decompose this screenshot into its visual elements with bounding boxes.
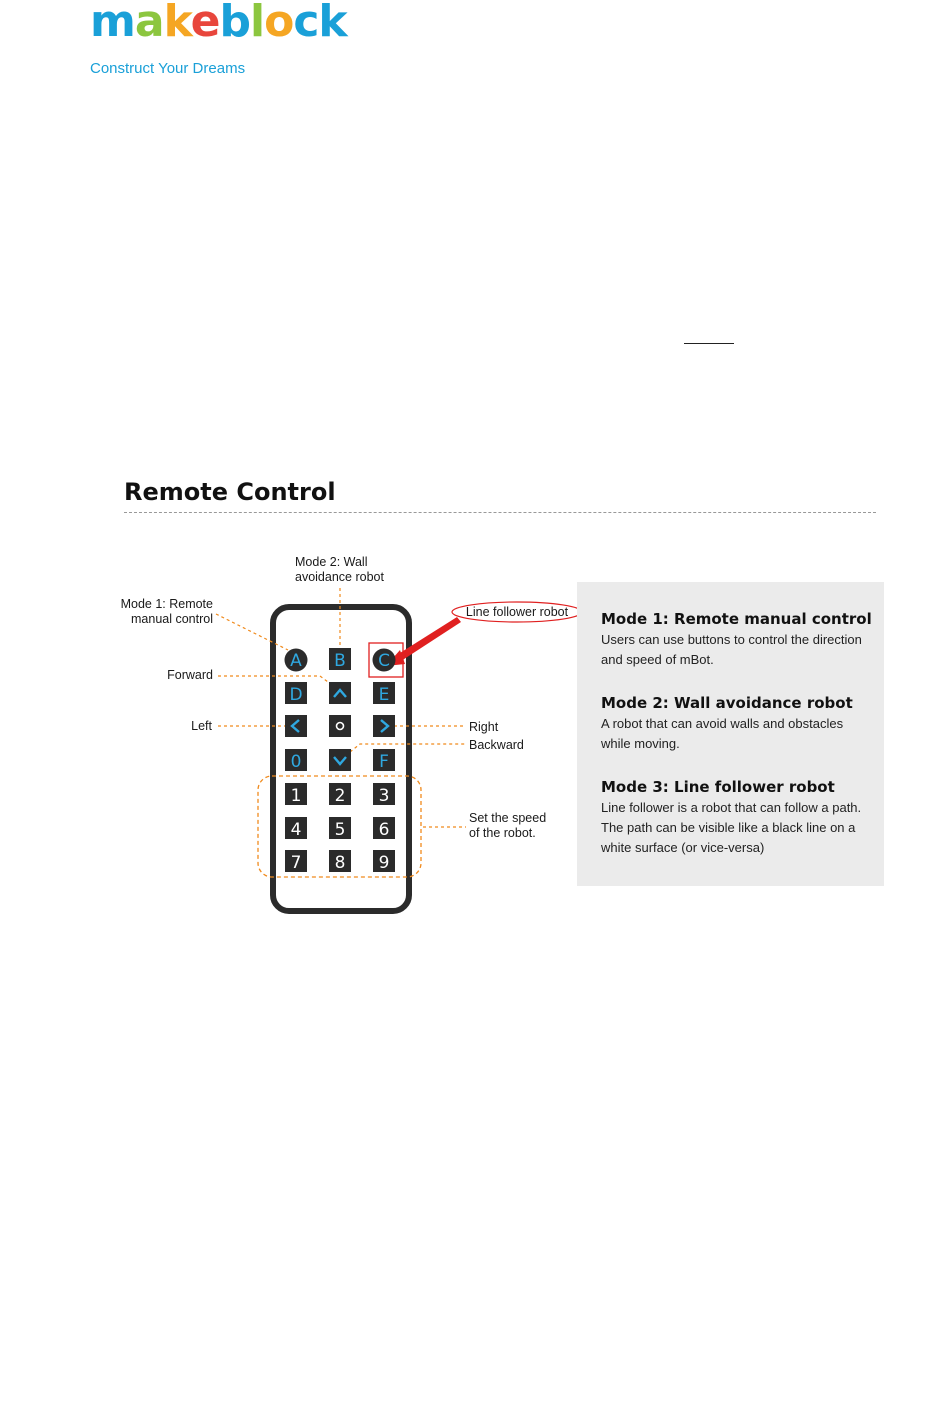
line-follower-label: Line follower robot	[465, 605, 569, 619]
line-follower-arrow	[392, 617, 461, 663]
logo-letter: a	[134, 0, 164, 47]
logo-letter: k	[163, 0, 191, 47]
mode3-text: Line follower is a robot that can follow a path. The path can be visible like a black line on a white surface (or vice-versa)	[601, 800, 862, 855]
mode2-title: Mode 2: Wall avoidance robot	[601, 694, 853, 712]
key-down[interactable]	[329, 749, 351, 771]
logo-letter: b	[219, 0, 250, 47]
logo-letter: l	[250, 0, 265, 47]
speed-label-line1: Set the speed	[469, 811, 547, 825]
key-1-label: 1	[290, 786, 302, 806]
mode2-label-line1: Mode 2: Wall	[295, 555, 368, 569]
forward-label: Forward	[167, 668, 213, 682]
key-9-label: 9	[378, 853, 390, 873]
mode2-text: A robot that can avoid walls and obstacles while moving.	[601, 716, 844, 751]
key-c-label: C	[378, 651, 390, 671]
key-5-label: 5	[334, 820, 346, 840]
key-a-label: A	[290, 651, 302, 671]
mode1-callout-line	[216, 614, 288, 650]
key-6-label: 6	[378, 820, 390, 840]
mode1-text: Users can use buttons to control the direction and speed of mBot.	[601, 632, 862, 667]
mode2-label-line2: avoidance robot	[295, 570, 384, 584]
left-label: Left	[191, 719, 212, 733]
mode1-label-line1: Mode 1: Remote	[120, 597, 213, 611]
logo-letter: k	[318, 0, 347, 47]
logo-letter: c	[293, 0, 319, 47]
section-title: Remote Control	[124, 478, 336, 506]
backward-label: Backward	[469, 738, 524, 752]
modes-info-panel	[577, 582, 884, 886]
key-e-label: E	[378, 685, 390, 705]
mode1-title: Mode 1: Remote manual control	[601, 610, 872, 628]
logo-letter: o	[264, 0, 294, 47]
logo-letter: e	[190, 0, 220, 47]
key-b-label: B	[334, 651, 346, 671]
mode3-title: Mode 3: Line follower robot	[601, 778, 835, 796]
key-0-label: 0	[290, 752, 302, 772]
speed-label-line2: of the robot.	[469, 826, 536, 840]
key-d-label: D	[289, 685, 303, 705]
key-3-label: 3	[378, 786, 390, 806]
logo-letter: m	[90, 0, 135, 47]
forward-callout-line	[218, 676, 336, 688]
key-right[interactable]	[373, 715, 395, 737]
key-ok[interactable]	[329, 715, 351, 737]
key-up[interactable]	[329, 682, 351, 704]
mode1-label-line2: manual control	[131, 612, 213, 626]
key-7-label: 7	[290, 853, 302, 873]
key-4-label: 4	[290, 820, 302, 840]
right-label: Right	[469, 720, 499, 734]
key-2-label: 2	[334, 786, 346, 806]
key-8-label: 8	[334, 853, 346, 873]
key-left[interactable]	[285, 715, 307, 737]
tagline: Construct Your Dreams	[90, 60, 246, 77]
key-f-label: F	[379, 752, 389, 772]
